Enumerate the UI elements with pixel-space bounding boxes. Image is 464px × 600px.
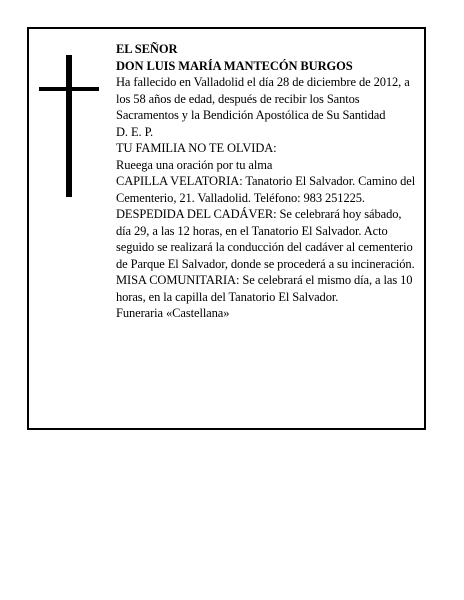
cross-horizontal-bar <box>39 87 99 91</box>
notice-body <box>116 41 418 322</box>
cross-icon <box>39 55 99 197</box>
farewell-info: DESPEDIDA DEL CADÁVER: Se celebrará hoy sábado, día 29, a las 12 horas, en el Tanatorio El Salvador. Acto seguido se realizará la conducción del cadáver al cementerio de Parque El Salvador, donde se procederá a su incineración. MISA COMUNITARIA: Se celebrará el mismo día, a las 10 horas, en la capilla del Tanatorio El Salvador. <box>116 207 415 304</box>
wake-info: CAPILLA VELATORIA: Tanatorio El Salvador. Camino del Cementerio, 21. Valladolid. Teléfono: 983 251225. <box>116 174 416 205</box>
dep-text: D. E. P. <box>116 124 154 139</box>
obituary-notice <box>27 27 426 430</box>
family-message: TU FAMILIA NO TE OLVIDA: <box>116 141 277 155</box>
cross-vertical-bar <box>66 55 72 197</box>
funeral-home: Funeraria «Castellana» <box>116 306 230 320</box>
deceased-name: DON LUIS MARÍA MANTECÓN BURGOS <box>116 58 353 73</box>
prayer-request: Rueega una oración por tu alma <box>116 157 273 172</box>
notice-title: EL SEÑOR <box>116 42 178 56</box>
death-notice: Ha fallecido en Valladolid el día 28 de diciembre de 2012, a los 58 años de edad, después de recibir los Santos Sacramentos y la Bendición Apostólica de Su Santidad <box>116 75 410 122</box>
